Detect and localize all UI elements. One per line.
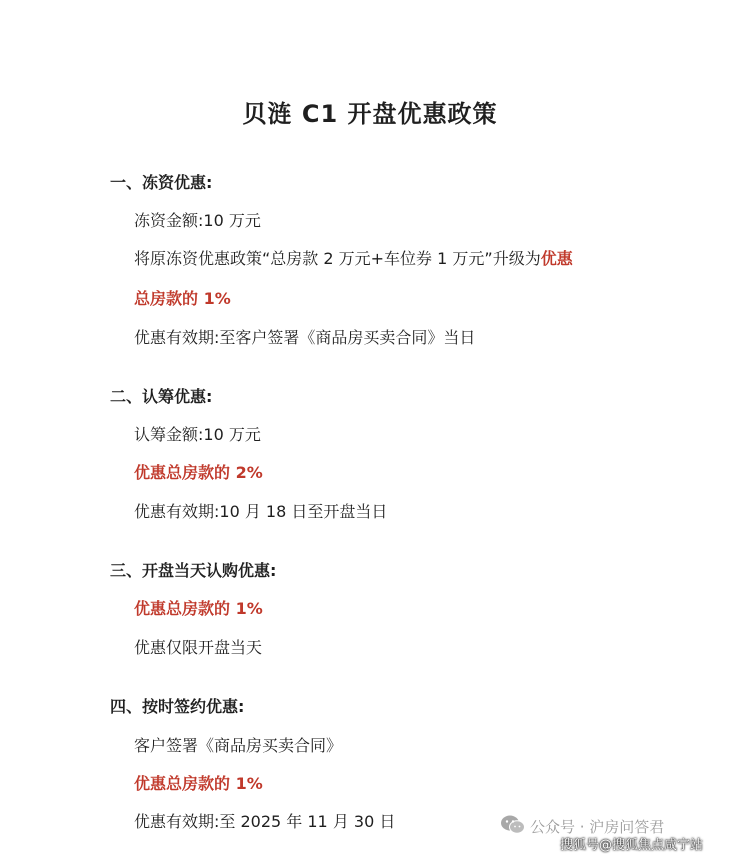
section-2-line-1: 认筹金额:10 万元 xyxy=(134,425,261,444)
section-3-highlight: 优惠总房款的 1% xyxy=(134,599,263,618)
section-2-line-3: 优惠有效期:10 月 18 日至开盘当日 xyxy=(134,502,388,521)
section-1-highlight-b: 总房款的 1% xyxy=(134,289,231,308)
section-1-line-2 xyxy=(134,246,573,269)
section-4-line-3: 优惠有效期:至 2025 年 11 月 30 日 xyxy=(134,812,396,831)
section-1-line-1: 冻资金额:10 万元 xyxy=(134,211,261,230)
section-heading-1: 一、冻资优惠: xyxy=(110,173,213,192)
section-4-line-1: 客户签署《商品房买卖合同》 xyxy=(134,736,343,755)
section-heading-3: 三、开盘当天认购优惠: xyxy=(110,561,277,580)
section-heading-2: 二、认筹优惠: xyxy=(110,387,213,406)
section-4-highlight: 优惠总房款的 1% xyxy=(134,774,263,793)
watermark xyxy=(500,814,732,854)
section-1-line-4: 优惠有效期:至客户签署《商品房买卖合同》当日 xyxy=(134,328,476,347)
page-title: 贝涟 C1 开盘优惠政策 xyxy=(242,100,498,128)
wechat-icon xyxy=(500,814,526,836)
section-1-line-2-text: 将原冻资优惠政策“总房款 2 万元+车位券 1 万元”升级为 xyxy=(134,249,541,268)
section-heading-4: 四、按时签约优惠: xyxy=(110,697,245,716)
sohu-account-label: 搜狐号@搜狐焦点咸宁站 xyxy=(560,838,704,853)
section-1-highlight-a: 优惠 xyxy=(540,249,573,268)
section-3-line-2: 优惠仅限开盘当天 xyxy=(134,638,263,657)
wechat-account-label: 公众号 · 沪房问答君 xyxy=(530,818,665,836)
section-2-highlight: 优惠总房款的 2% xyxy=(134,463,263,482)
